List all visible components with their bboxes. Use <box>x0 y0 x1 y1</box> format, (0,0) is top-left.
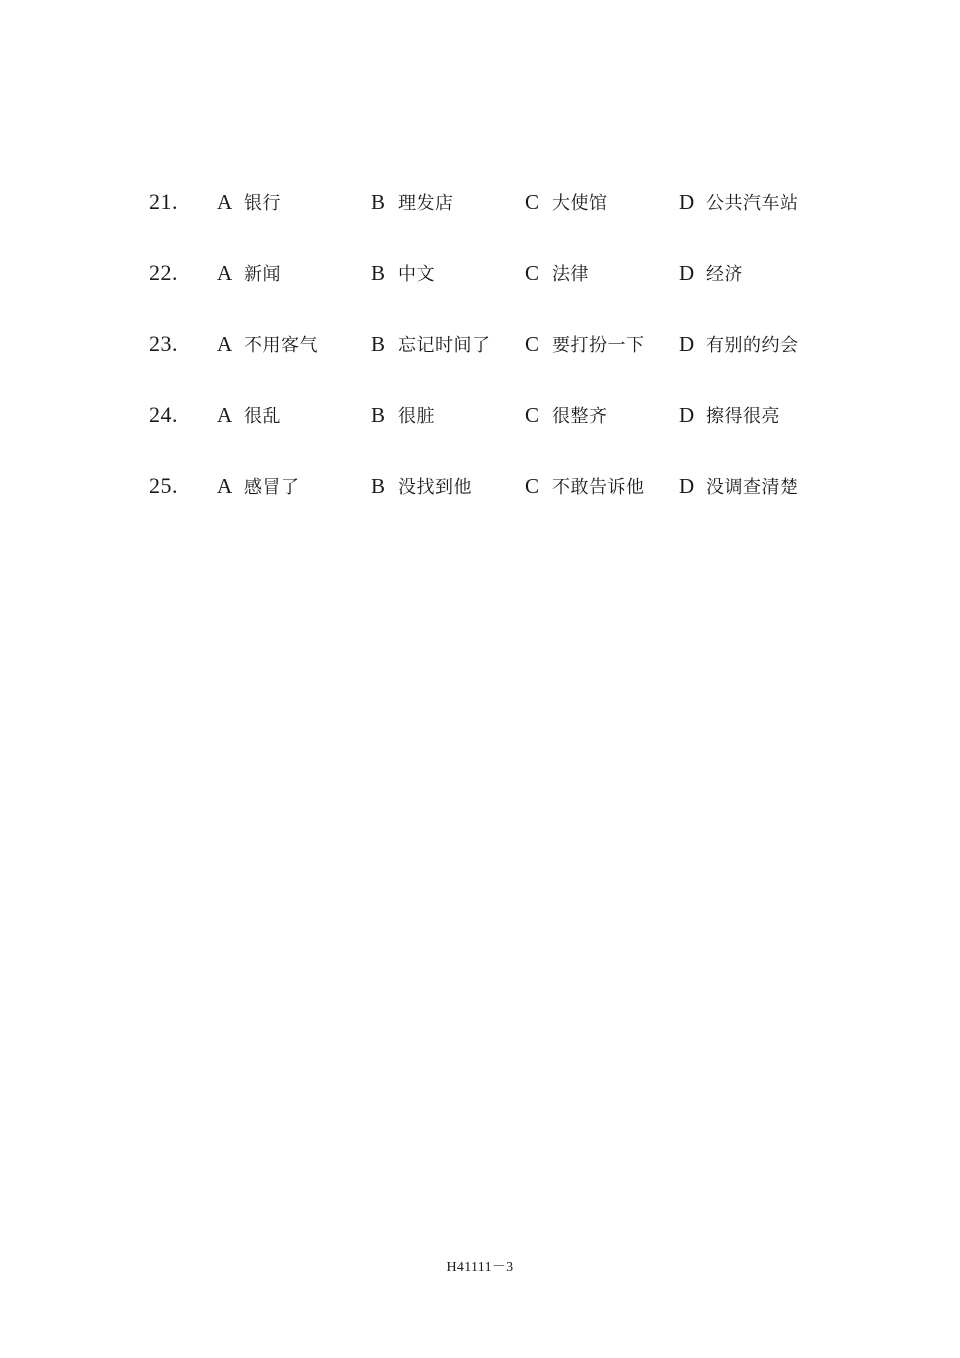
option-letter: A <box>217 474 233 498</box>
option-a <box>217 182 281 222</box>
option-b <box>371 253 435 293</box>
option-a <box>217 395 281 435</box>
question-24 <box>0 395 960 435</box>
option-text: 经济 <box>706 264 743 285</box>
option-text: 新闻 <box>244 264 281 285</box>
option-d <box>679 182 799 222</box>
option-b <box>371 466 472 506</box>
option-text: 很乱 <box>244 406 281 427</box>
option-letter: B <box>371 190 386 214</box>
option-d <box>679 395 780 435</box>
option-a <box>217 324 318 364</box>
option-letter: B <box>371 332 386 356</box>
option-letter: B <box>371 403 386 427</box>
option-a <box>217 466 300 506</box>
option-c <box>525 324 645 364</box>
option-c <box>525 182 608 222</box>
option-letter: C <box>525 332 540 356</box>
question-25 <box>0 466 960 506</box>
option-letter: A <box>217 332 233 356</box>
option-text: 不敢告诉他 <box>552 477 645 498</box>
option-text: 擦得很亮 <box>706 406 780 427</box>
option-b <box>371 395 435 435</box>
question-number: 23. <box>149 331 178 356</box>
option-b <box>371 324 491 364</box>
option-text: 法律 <box>552 264 589 285</box>
option-letter: A <box>217 261 233 285</box>
option-letter: B <box>371 261 386 285</box>
question-22 <box>0 253 960 293</box>
option-c <box>525 466 645 506</box>
option-b <box>371 182 454 222</box>
option-letter: A <box>217 190 233 214</box>
option-letter: C <box>525 261 540 285</box>
option-text: 很整齐 <box>552 406 608 427</box>
option-text: 大使馆 <box>552 193 608 214</box>
option-text: 中文 <box>398 264 435 285</box>
option-text: 理发店 <box>398 193 454 214</box>
option-text: 感冒了 <box>244 477 300 498</box>
option-letter: D <box>679 261 695 285</box>
question-23 <box>0 324 960 364</box>
option-c <box>525 253 589 293</box>
option-d <box>679 466 799 506</box>
page-code: H41111－3 <box>446 1260 514 1275</box>
option-text: 很脏 <box>398 406 435 427</box>
option-a <box>217 253 281 293</box>
question-number: 22. <box>149 260 178 285</box>
option-text: 银行 <box>244 193 281 214</box>
question-number: 25. <box>149 473 178 498</box>
option-text: 公共汽车站 <box>706 193 799 214</box>
option-letter: C <box>525 403 540 427</box>
option-text: 没找到他 <box>398 477 472 498</box>
option-letter: D <box>679 332 695 356</box>
option-letter: D <box>679 190 695 214</box>
page-footer <box>0 1258 960 1278</box>
question-21 <box>0 182 960 222</box>
option-letter: B <box>371 474 386 498</box>
option-text: 忘记时间了 <box>398 335 491 356</box>
option-letter: C <box>525 474 540 498</box>
option-text: 要打扮一下 <box>552 335 645 356</box>
option-letter: D <box>679 474 695 498</box>
question-number: 21. <box>149 189 178 214</box>
option-letter: D <box>679 403 695 427</box>
option-text: 不用客气 <box>244 335 318 356</box>
option-letter: A <box>217 403 233 427</box>
option-d <box>679 253 743 293</box>
option-letter: C <box>525 190 540 214</box>
option-c <box>525 395 608 435</box>
question-number: 24. <box>149 402 178 427</box>
option-text: 没调查清楚 <box>706 477 799 498</box>
option-text: 有别的约会 <box>706 335 799 356</box>
option-d <box>679 324 799 364</box>
